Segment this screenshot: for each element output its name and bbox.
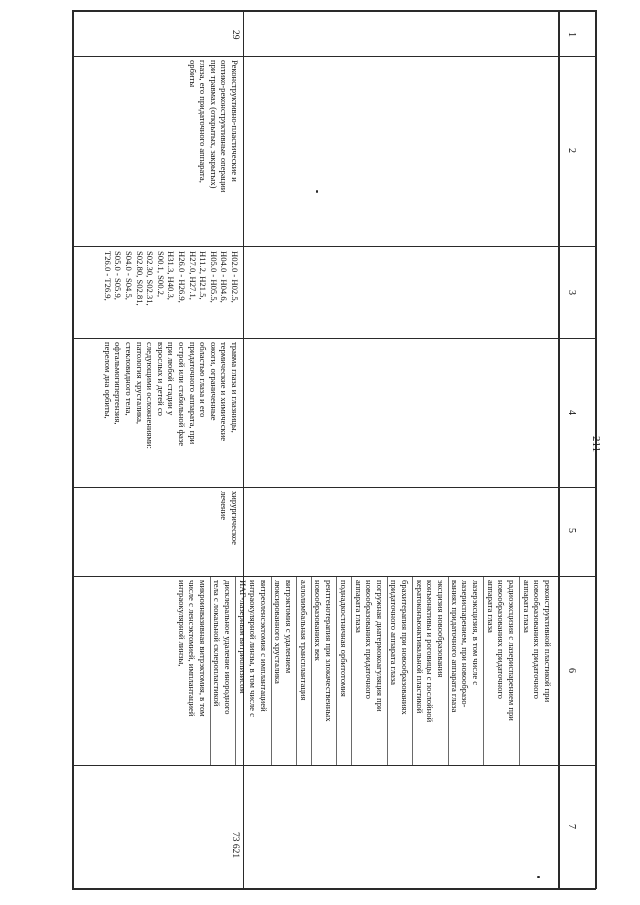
page-number: 211 (590, 436, 602, 453)
header-col-3: 3 (566, 290, 577, 295)
col-sep-3-4 (72, 338, 596, 339)
method-item: микроинвазивная витрэктомия, в том числе с ленсэктомией, имплантацией интраокулярной линзы, (177, 580, 209, 717)
header-col-5: 5 (566, 528, 577, 533)
method-separator (271, 577, 272, 765)
header-col-2: 2 (566, 148, 577, 153)
method-separator (235, 577, 236, 765)
method-separator (483, 577, 484, 765)
row-name: Реконструктивно-пластические и оптико-реконструктивные операции при травмах (открытых, закрытых) глаза, его придаточного аппарата, орбиты (187, 60, 240, 193)
scan-mark (537, 876, 540, 878)
method-item: эксцизия новообразования конъюнктивы и роговицы с послойной кератоконъюнктивальной пластикой (414, 580, 446, 723)
row-patient-model: травма глаза и глазницы, термические и химические ожоги, ограниченные областью глаза и его придаточного аппарата, при острой или стабильной фазе при любой стадии у взрослых и детей со следующими осложнениями: патология хрусталика, стекловидного тела, офтальмогипертензия, перелом дна орбиты, (102, 342, 240, 449)
method-separator (296, 577, 297, 765)
table-frame-left (72, 10, 74, 889)
method-separator (412, 577, 413, 765)
col-sep-4-5 (72, 487, 596, 488)
method-separator (210, 577, 211, 765)
method-separator (336, 577, 337, 765)
row-cost: 73 621 (230, 832, 240, 859)
method-item: витрэктомия с удалением люксированного хрусталика (273, 580, 295, 684)
method-item: рентгенотерапия при злокачественных новообразованиях век (313, 580, 335, 722)
header-col-6: 6 (566, 668, 577, 673)
method-item: дисклеральное удаление инородного тела с локальной склеропластикой (212, 580, 234, 715)
col-sep-5-6 (72, 576, 596, 577)
col-sep-1-2 (72, 56, 596, 57)
method-separator (519, 577, 520, 765)
header-col-7: 7 (566, 824, 577, 829)
header-col-1: 1 (566, 32, 577, 37)
method-item: реконструктивной пластикой при новообразованиях придаточного аппарата глаза (521, 580, 553, 703)
method-separator (351, 577, 352, 765)
method-item: лазерэксцизия, в том числе с лазериспарением, при новообразо- ваниях придаточного аппарата глаза (450, 580, 482, 713)
header-divider (558, 10, 560, 889)
scan-mark (316, 190, 318, 193)
col-sep-2-3 (72, 246, 596, 247)
row-treatment-type: хирургическое лечение (219, 491, 240, 545)
method-item: радиоэксцизия с лазериспарением при новообразованиях придаточного аппарата глаза (486, 580, 518, 721)
method-separator (387, 577, 388, 765)
header-col-4: 4 (566, 410, 577, 415)
row-codes: H02.0 - H02.5, H04.0 - H04.6, H05.0 - H05.5, H11.2, H21.5, H27.0, H27.1, H26.0 - H26.9, H31.3, H40.3, S00.1, S00.2, S02.30, S02.31, S02.80, S02.81, S04.0 - S04.5, S05.0 - S05.9, T26.0 - T26.9, (102, 251, 240, 306)
table-frame-top (72, 10, 596, 12)
method-separator (311, 577, 312, 765)
method-item: поднадкостничная орбитотомия (338, 580, 349, 697)
method-item: погружная диатермокоагуляция при новообразованиях придаточного аппарата глаза (353, 580, 385, 712)
col-sep-6-7 (72, 765, 596, 766)
method-item: брахитерапия при новообразованиях придаточного аппарата глаза (389, 580, 410, 715)
method-item: витреоленсэктомия с имплантацией интраокулярной линзы, в том числе с ИАГ-лазерным витриолизисом (238, 580, 270, 717)
method-item: аллолимбальная трансплантация (299, 580, 309, 701)
method-separator (448, 577, 449, 765)
row-29-top-border (243, 10, 244, 889)
table-frame-bottom (72, 888, 596, 890)
row-number: 29 (230, 30, 240, 40)
